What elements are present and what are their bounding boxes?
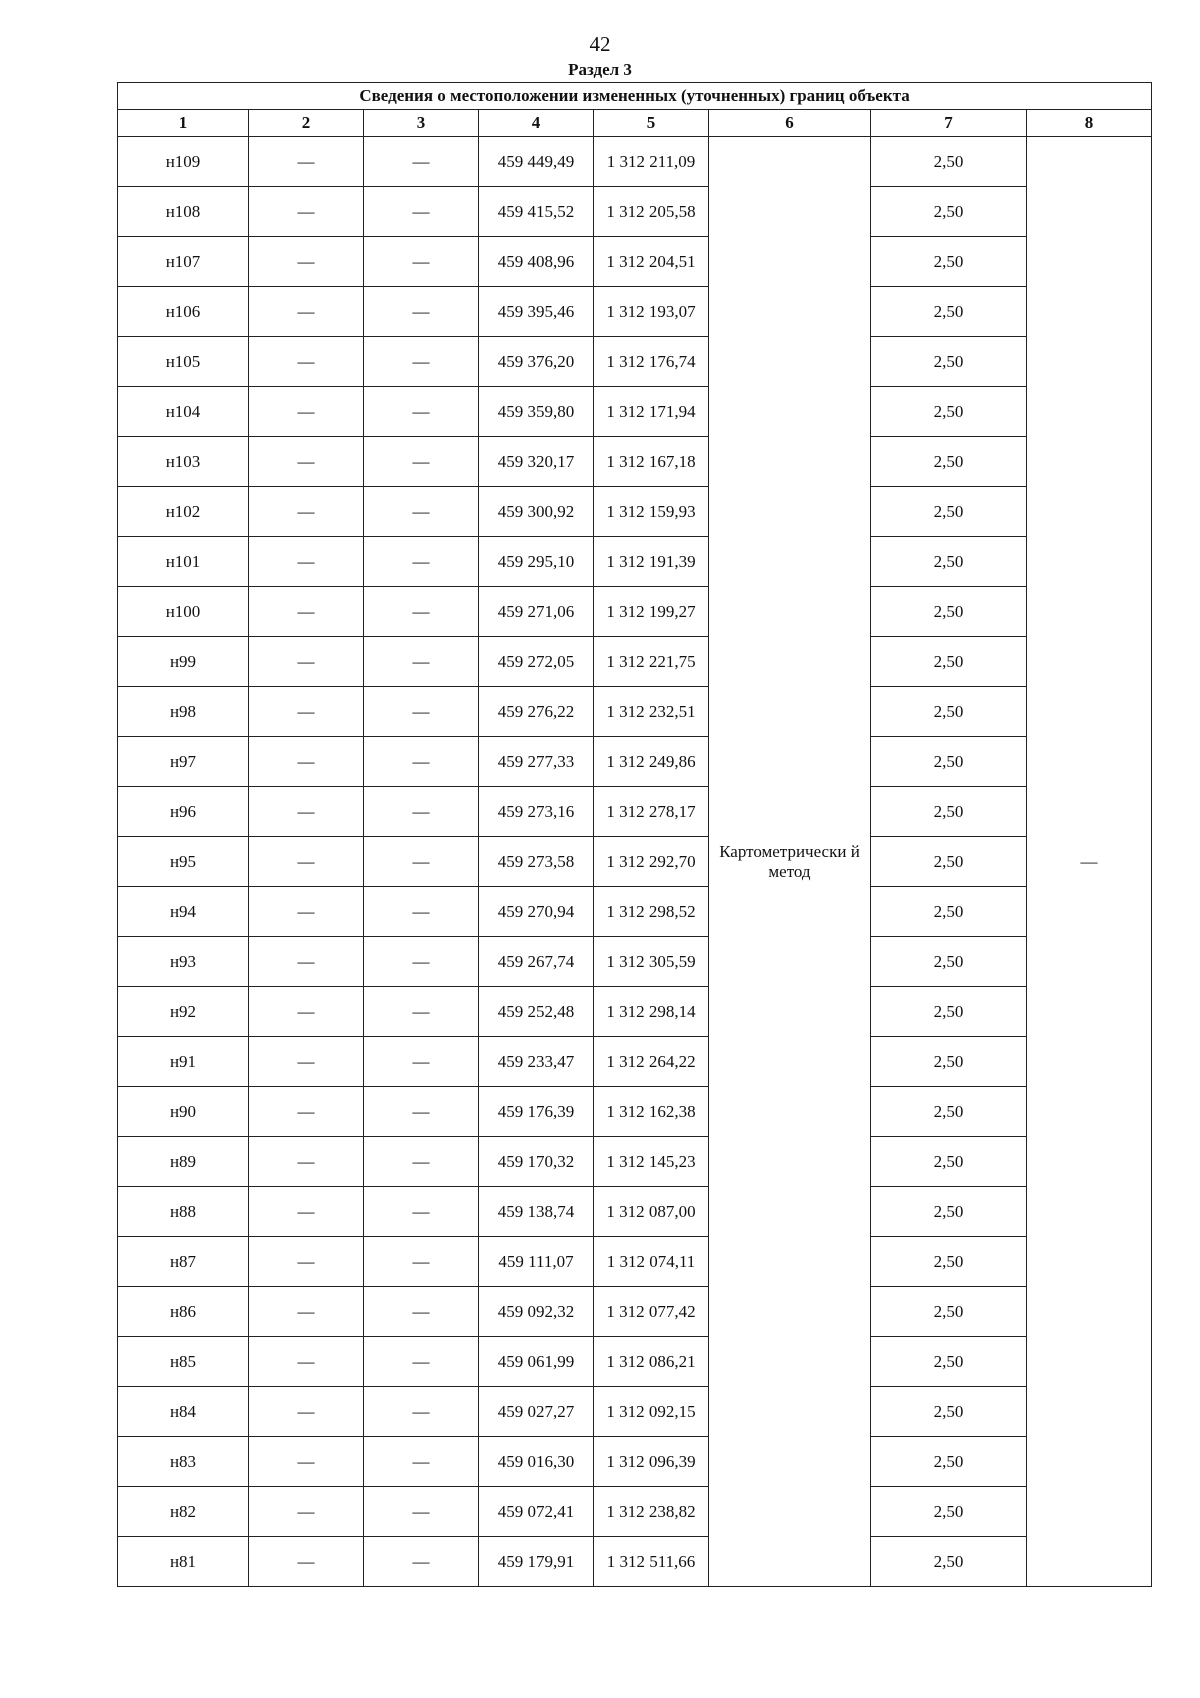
x-coordinate-cell: 459 273,58 xyxy=(479,837,594,887)
y-coordinate-cell: 1 312 298,52 xyxy=(594,887,709,937)
x-coordinate-cell: 459 273,16 xyxy=(479,787,594,837)
point-number-cell: н90 xyxy=(118,1087,249,1137)
precision-cell: 2,50 xyxy=(871,1537,1027,1587)
table-row xyxy=(118,287,1152,337)
column-3-cell: — xyxy=(364,1037,479,1087)
column-3-cell: — xyxy=(364,337,479,387)
y-coordinate-cell: 1 312 199,27 xyxy=(594,587,709,637)
precision-cell: 2,50 xyxy=(871,737,1027,787)
column-3-cell: — xyxy=(364,887,479,937)
x-coordinate-cell: 459 271,06 xyxy=(479,587,594,637)
column-3-cell: — xyxy=(364,1187,479,1237)
y-coordinate-cell: 1 312 162,38 xyxy=(594,1087,709,1137)
x-coordinate-cell: 459 027,27 xyxy=(479,1387,594,1437)
table-row xyxy=(118,337,1152,387)
point-number-cell: н94 xyxy=(118,887,249,937)
point-number-cell: н85 xyxy=(118,1337,249,1387)
point-number-cell: н83 xyxy=(118,1437,249,1487)
column-2-cell: — xyxy=(249,787,364,837)
table-row xyxy=(118,1387,1152,1437)
precision-cell: 2,50 xyxy=(871,1487,1027,1537)
y-coordinate-cell: 1 312 278,17 xyxy=(594,787,709,837)
table-row xyxy=(118,1137,1152,1187)
x-coordinate-cell: 459 376,20 xyxy=(479,337,594,387)
y-coordinate-cell: 1 312 087,00 xyxy=(594,1187,709,1237)
column-2-cell: — xyxy=(249,1087,364,1137)
column-3-cell: — xyxy=(364,737,479,787)
point-number-cell: н96 xyxy=(118,787,249,837)
point-number-cell: н106 xyxy=(118,287,249,337)
x-coordinate-cell: 459 295,10 xyxy=(479,537,594,587)
column-3-cell: — xyxy=(364,387,479,437)
point-number-cell: н105 xyxy=(118,337,249,387)
precision-cell: 2,50 xyxy=(871,1187,1027,1237)
column-3-cell: — xyxy=(364,937,479,987)
precision-cell: 2,50 xyxy=(871,587,1027,637)
y-coordinate-cell: 1 312 092,15 xyxy=(594,1387,709,1437)
x-coordinate-cell: 459 179,91 xyxy=(479,1537,594,1587)
column-2-cell: — xyxy=(249,437,364,487)
precision-cell: 2,50 xyxy=(871,187,1027,237)
column-2-cell: — xyxy=(249,887,364,937)
y-coordinate-cell: 1 312 238,82 xyxy=(594,1487,709,1537)
method-cell: Картометрически й метод xyxy=(709,137,871,1587)
x-coordinate-cell: 459 300,92 xyxy=(479,487,594,537)
y-coordinate-cell: 1 312 264,22 xyxy=(594,1037,709,1087)
table-row xyxy=(118,637,1152,687)
point-number-cell: н98 xyxy=(118,687,249,737)
point-number-cell: н86 xyxy=(118,1287,249,1337)
point-number-cell: н88 xyxy=(118,1187,249,1237)
y-coordinate-cell: 1 312 193,07 xyxy=(594,287,709,337)
y-coordinate-cell: 1 312 167,18 xyxy=(594,437,709,487)
x-coordinate-cell: 459 016,30 xyxy=(479,1437,594,1487)
column-2-cell: — xyxy=(249,737,364,787)
column-3-cell: — xyxy=(364,987,479,1037)
precision-cell: 2,50 xyxy=(871,1387,1027,1437)
table-row xyxy=(118,187,1152,237)
precision-cell: 2,50 xyxy=(871,287,1027,337)
x-coordinate-cell: 459 276,22 xyxy=(479,687,594,737)
x-coordinate-cell: 459 359,80 xyxy=(479,387,594,437)
column-number: 1 xyxy=(118,110,249,137)
x-coordinate-cell: 459 320,17 xyxy=(479,437,594,487)
table-row xyxy=(118,1037,1152,1087)
column-2-cell: — xyxy=(249,287,364,337)
table-row xyxy=(118,1287,1152,1337)
point-number-cell: н93 xyxy=(118,937,249,987)
y-coordinate-cell: 1 312 086,21 xyxy=(594,1337,709,1387)
precision-cell: 2,50 xyxy=(871,687,1027,737)
precision-cell: 2,50 xyxy=(871,1337,1027,1387)
column-3-cell: — xyxy=(364,1437,479,1487)
column-3-cell: — xyxy=(364,1137,479,1187)
point-number-cell: н87 xyxy=(118,1237,249,1287)
column-2-cell: — xyxy=(249,1187,364,1237)
table-row xyxy=(118,1237,1152,1287)
y-coordinate-cell: 1 312 204,51 xyxy=(594,237,709,287)
point-number-cell: н81 xyxy=(118,1537,249,1587)
table-row xyxy=(118,1187,1152,1237)
column-3-cell: — xyxy=(364,1337,479,1387)
table-row xyxy=(118,1437,1152,1487)
column-number: 8 xyxy=(1027,110,1152,137)
precision-cell: 2,50 xyxy=(871,1237,1027,1287)
column-3-cell: — xyxy=(364,1287,479,1337)
point-number-cell: н92 xyxy=(118,987,249,1037)
precision-cell: 2,50 xyxy=(871,1087,1027,1137)
x-coordinate-cell: 459 176,39 xyxy=(479,1087,594,1137)
table-row xyxy=(118,837,1152,887)
table-row xyxy=(118,1337,1152,1387)
x-coordinate-cell: 459 267,74 xyxy=(479,937,594,987)
y-coordinate-cell: 1 312 145,23 xyxy=(594,1137,709,1187)
precision-cell: 2,50 xyxy=(871,387,1027,437)
column-3-cell: — xyxy=(364,1087,479,1137)
column-number: 3 xyxy=(364,110,479,137)
column-2-cell: — xyxy=(249,237,364,287)
column-3-cell: — xyxy=(364,1537,479,1587)
point-number-cell: н97 xyxy=(118,737,249,787)
point-number-cell: н108 xyxy=(118,187,249,237)
table-row xyxy=(118,437,1152,487)
column-3-cell: — xyxy=(364,487,479,537)
point-number-cell: н107 xyxy=(118,237,249,287)
x-coordinate-cell: 459 408,96 xyxy=(479,237,594,287)
y-coordinate-cell: 1 312 176,74 xyxy=(594,337,709,387)
column-2-cell: — xyxy=(249,1037,364,1087)
point-number-cell: н91 xyxy=(118,1037,249,1087)
point-number-cell: н95 xyxy=(118,837,249,887)
column-2-cell: — xyxy=(249,637,364,687)
x-coordinate-cell: 459 061,99 xyxy=(479,1337,594,1387)
y-coordinate-cell: 1 312 159,93 xyxy=(594,487,709,537)
y-coordinate-cell: 1 312 298,14 xyxy=(594,987,709,1037)
column-2-cell: — xyxy=(249,1137,364,1187)
table-row xyxy=(118,887,1152,937)
table-row xyxy=(118,237,1152,287)
point-number-cell: н82 xyxy=(118,1487,249,1537)
column-3-cell: — xyxy=(364,1487,479,1537)
point-number-cell: н100 xyxy=(118,587,249,637)
column-number: 6 xyxy=(709,110,871,137)
table-caption: Сведения о местоположении измененных (уточненных) границ объекта xyxy=(118,83,1152,110)
precision-cell: 2,50 xyxy=(871,937,1027,987)
column-3-cell: — xyxy=(364,187,479,237)
table-row xyxy=(118,687,1152,737)
x-coordinate-cell: 459 170,32 xyxy=(479,1137,594,1187)
table-row xyxy=(118,387,1152,437)
table-row xyxy=(118,1537,1152,1587)
column-3-cell: — xyxy=(364,137,479,187)
column-3-cell: — xyxy=(364,587,479,637)
table-row xyxy=(118,1087,1152,1137)
precision-cell: 2,50 xyxy=(871,837,1027,887)
x-coordinate-cell: 459 395,46 xyxy=(479,287,594,337)
table-row xyxy=(118,137,1152,187)
point-number-cell: н84 xyxy=(118,1387,249,1437)
point-number-cell: н102 xyxy=(118,487,249,537)
column-2-cell: — xyxy=(249,1387,364,1437)
column-3-cell: — xyxy=(364,437,479,487)
x-coordinate-cell: 459 072,41 xyxy=(479,1487,594,1537)
y-coordinate-cell: 1 312 171,94 xyxy=(594,387,709,437)
column-3-cell: — xyxy=(364,1237,479,1287)
section-title: Раздел 3 xyxy=(568,60,632,79)
precision-cell: 2,50 xyxy=(871,787,1027,837)
table-caption-row xyxy=(118,83,1152,110)
column-2-cell: — xyxy=(249,1337,364,1387)
x-coordinate-cell: 459 270,94 xyxy=(479,887,594,937)
column-number: 7 xyxy=(871,110,1027,137)
column-number: 4 xyxy=(479,110,594,137)
point-number-cell: н101 xyxy=(118,537,249,587)
column-2-cell: — xyxy=(249,337,364,387)
page-number: 42 xyxy=(589,32,611,56)
column-2-cell: — xyxy=(249,937,364,987)
point-number-cell: н109 xyxy=(118,137,249,187)
precision-cell: 2,50 xyxy=(871,1137,1027,1187)
y-coordinate-cell: 1 312 074,11 xyxy=(594,1237,709,1287)
y-coordinate-cell: 1 312 205,58 xyxy=(594,187,709,237)
column-number-row xyxy=(118,110,1152,137)
column-2-cell: — xyxy=(249,987,364,1037)
precision-cell: 2,50 xyxy=(871,487,1027,537)
x-coordinate-cell: 459 252,48 xyxy=(479,987,594,1037)
y-coordinate-cell: 1 312 077,42 xyxy=(594,1287,709,1337)
boundary-coordinates-table xyxy=(117,82,1152,1587)
column-2-cell: — xyxy=(249,687,364,737)
column-2-cell: — xyxy=(249,537,364,587)
x-coordinate-cell: 459 272,05 xyxy=(479,637,594,687)
precision-cell: 2,50 xyxy=(871,137,1027,187)
x-coordinate-cell: 459 277,33 xyxy=(479,737,594,787)
precision-cell: 2,50 xyxy=(871,337,1027,387)
column-3-cell: — xyxy=(364,837,479,887)
y-coordinate-cell: 1 312 221,75 xyxy=(594,637,709,687)
precision-cell: 2,50 xyxy=(871,887,1027,937)
column-2-cell: — xyxy=(249,587,364,637)
table-row xyxy=(118,787,1152,837)
precision-cell: 2,50 xyxy=(871,1037,1027,1087)
precision-cell: 2,50 xyxy=(871,987,1027,1037)
column-3-cell: — xyxy=(364,1387,479,1437)
table-row xyxy=(118,937,1152,987)
column-8-cell: — xyxy=(1027,137,1152,1587)
point-number-cell: н99 xyxy=(118,637,249,687)
column-number: 5 xyxy=(594,110,709,137)
column-2-cell: — xyxy=(249,187,364,237)
y-coordinate-cell: 1 312 249,86 xyxy=(594,737,709,787)
point-number-cell: н104 xyxy=(118,387,249,437)
table-row xyxy=(118,487,1152,537)
table-row xyxy=(118,587,1152,637)
x-coordinate-cell: 459 449,49 xyxy=(479,137,594,187)
column-2-cell: — xyxy=(249,1237,364,1287)
column-3-cell: — xyxy=(364,237,479,287)
table-row xyxy=(118,537,1152,587)
column-2-cell: — xyxy=(249,137,364,187)
point-number-cell: н89 xyxy=(118,1137,249,1187)
y-coordinate-cell: 1 312 211,09 xyxy=(594,137,709,187)
column-2-cell: — xyxy=(249,837,364,887)
column-3-cell: — xyxy=(364,637,479,687)
column-3-cell: — xyxy=(364,687,479,737)
column-2-cell: — xyxy=(249,387,364,437)
table-row xyxy=(118,737,1152,787)
point-number-cell: н103 xyxy=(118,437,249,487)
y-coordinate-cell: 1 312 232,51 xyxy=(594,687,709,737)
column-3-cell: — xyxy=(364,787,479,837)
column-2-cell: — xyxy=(249,1437,364,1487)
column-number: 2 xyxy=(249,110,364,137)
column-2-cell: — xyxy=(249,1487,364,1537)
column-3-cell: — xyxy=(364,287,479,337)
precision-cell: 2,50 xyxy=(871,1437,1027,1487)
x-coordinate-cell: 459 415,52 xyxy=(479,187,594,237)
precision-cell: 2,50 xyxy=(871,237,1027,287)
table-row xyxy=(118,1487,1152,1537)
x-coordinate-cell: 459 233,47 xyxy=(479,1037,594,1087)
x-coordinate-cell: 459 092,32 xyxy=(479,1287,594,1337)
precision-cell: 2,50 xyxy=(871,1287,1027,1337)
table-row xyxy=(118,987,1152,1037)
column-3-cell: — xyxy=(364,537,479,587)
precision-cell: 2,50 xyxy=(871,637,1027,687)
column-2-cell: — xyxy=(249,487,364,537)
precision-cell: 2,50 xyxy=(871,537,1027,587)
x-coordinate-cell: 459 111,07 xyxy=(479,1237,594,1287)
y-coordinate-cell: 1 312 292,70 xyxy=(594,837,709,887)
precision-cell: 2,50 xyxy=(871,437,1027,487)
y-coordinate-cell: 1 312 096,39 xyxy=(594,1437,709,1487)
y-coordinate-cell: 1 312 191,39 xyxy=(594,537,709,587)
y-coordinate-cell: 1 312 511,66 xyxy=(594,1537,709,1587)
column-2-cell: — xyxy=(249,1537,364,1587)
column-2-cell: — xyxy=(249,1287,364,1337)
y-coordinate-cell: 1 312 305,59 xyxy=(594,937,709,987)
x-coordinate-cell: 459 138,74 xyxy=(479,1187,594,1237)
